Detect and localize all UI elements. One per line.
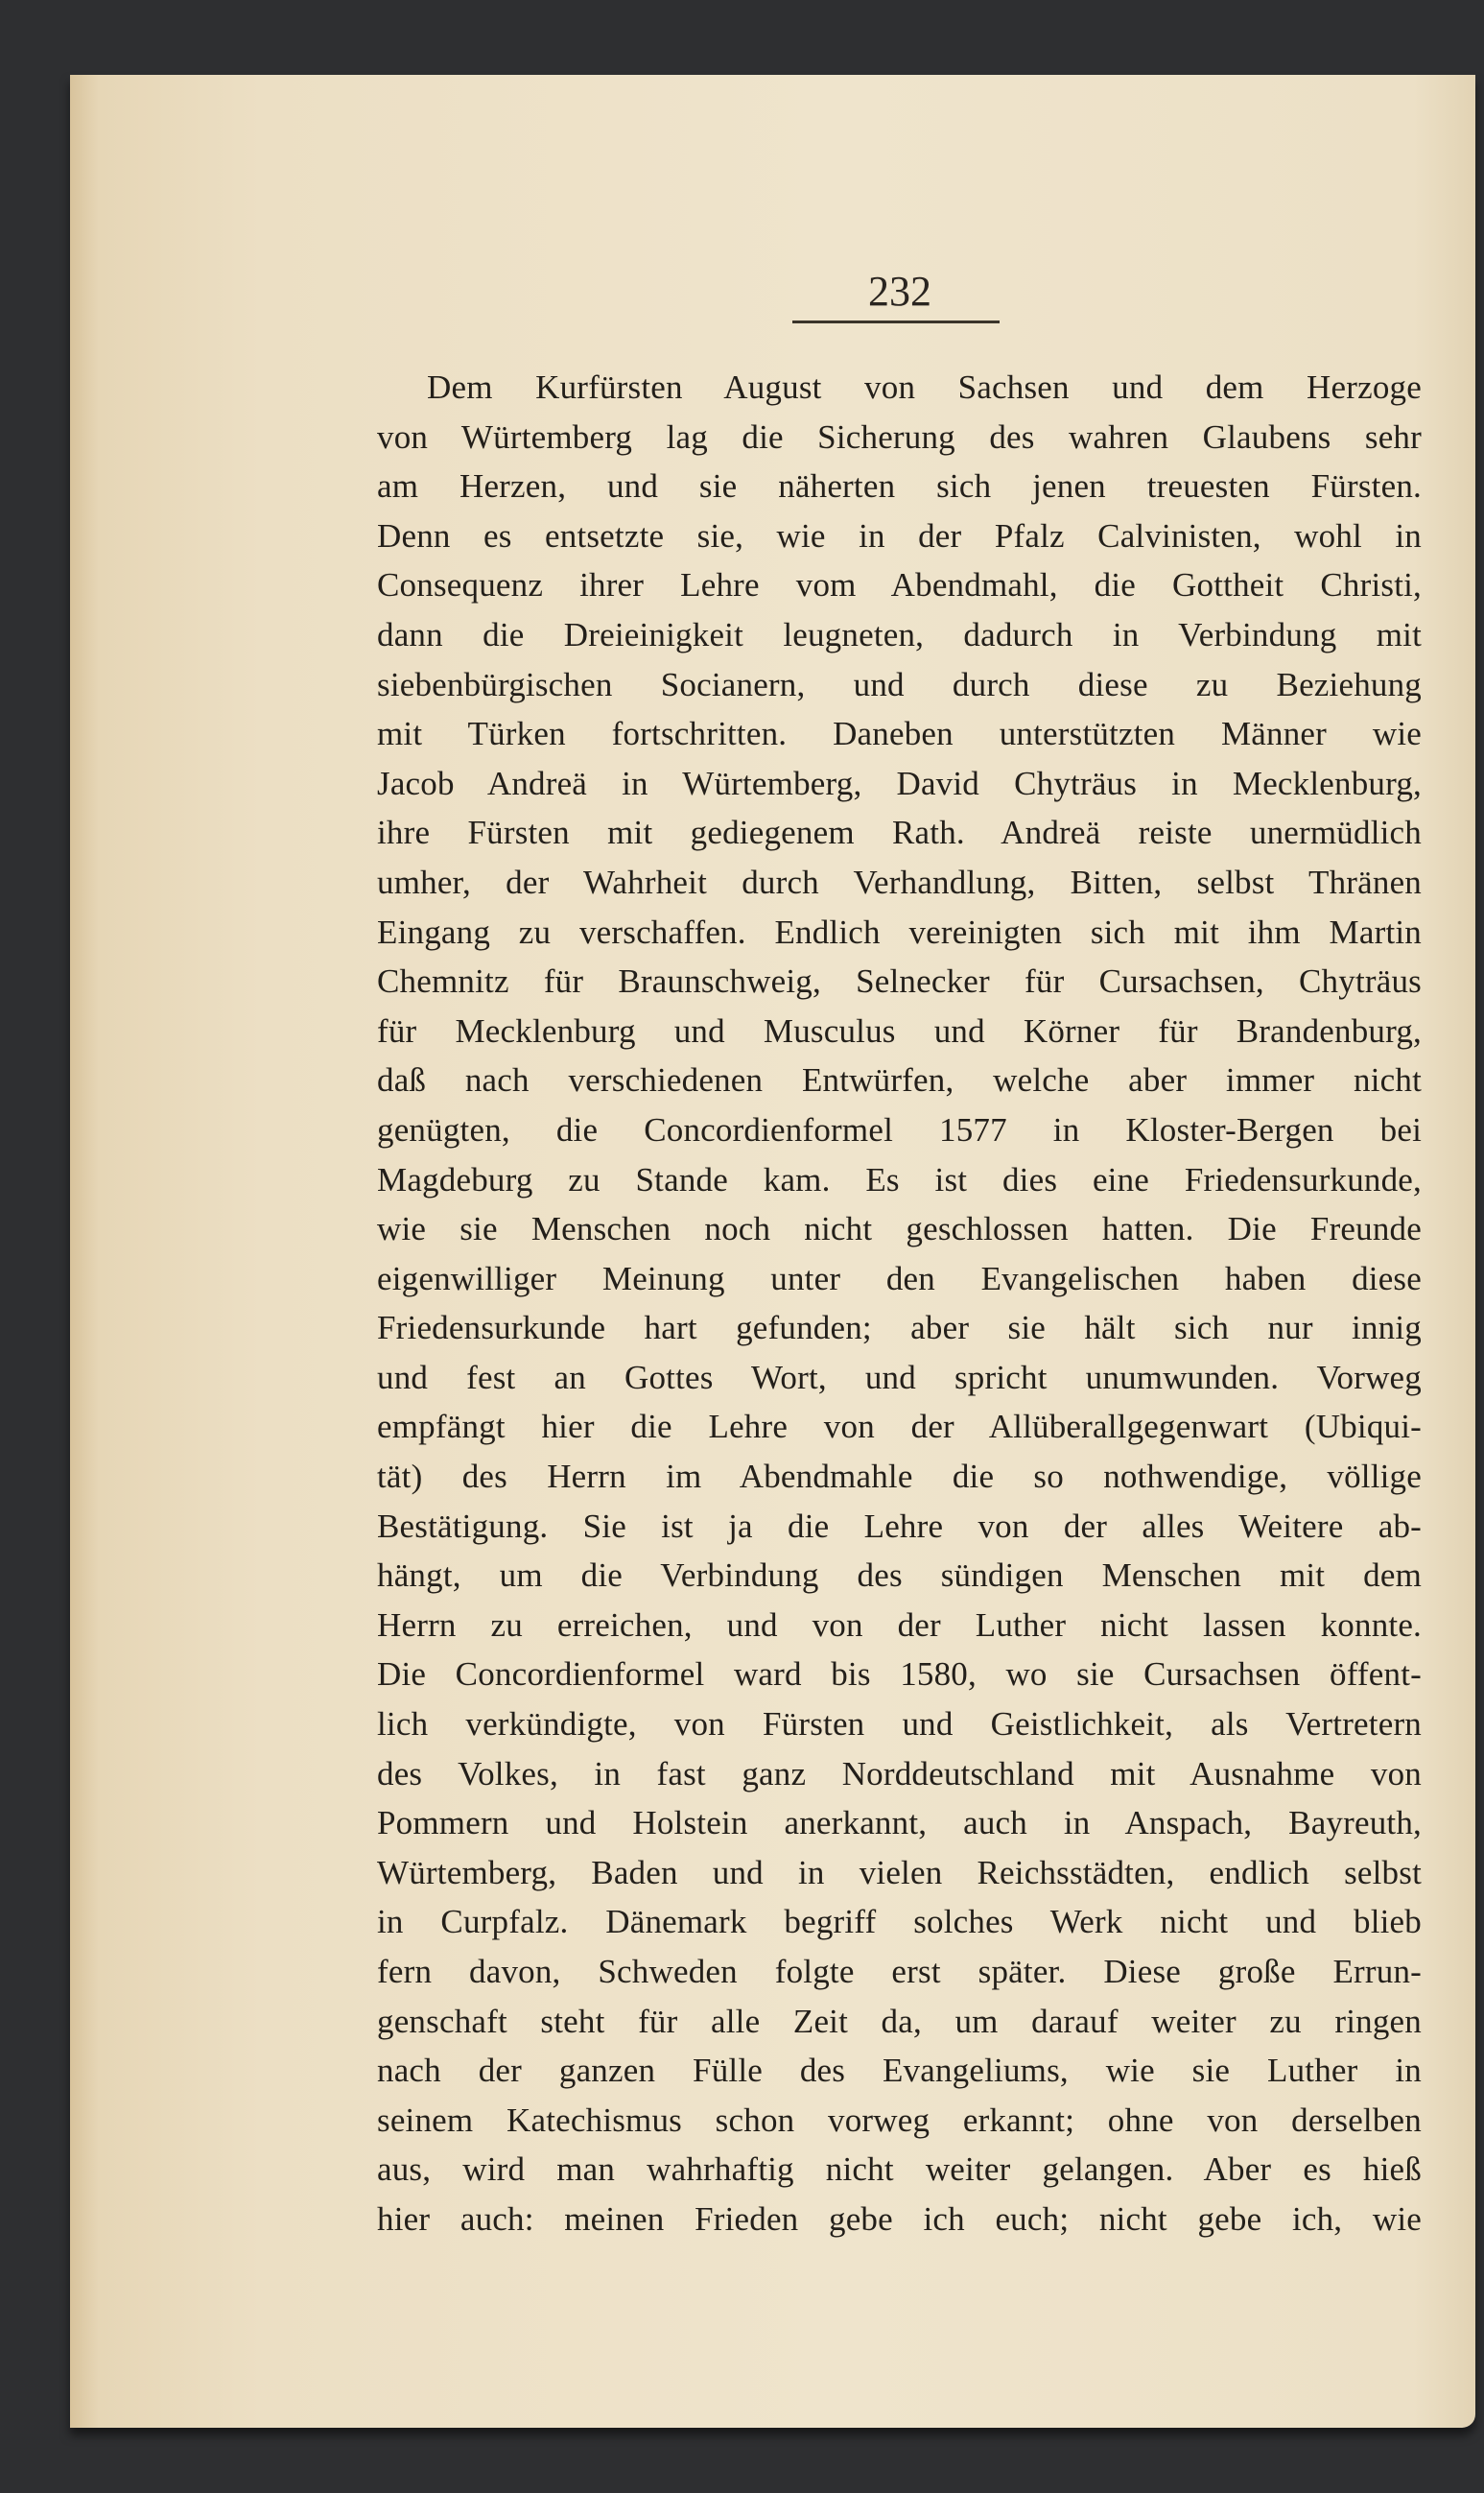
- text-line: daß nach verschiedenen Entwürfen, welche aber immer nicht: [377, 1061, 1422, 1100]
- text-line: umher, der Wahrheit durch Verhandlung, Bitten, selbst Thränen: [377, 863, 1422, 901]
- text-line: eigenwilliger Meinung unter den Evangelischen haben diese: [377, 1259, 1422, 1297]
- text-line: am Herzen, und sie näherten sich jenen treuesten Fürsten.: [377, 467, 1422, 506]
- text-line: Pommern und Holstein anerkannt, auch in Anspach, Bayreuth,: [377, 1804, 1422, 1842]
- text-line: Bestätigung. Sie ist ja die Lehre von der alles Weitere ab-: [377, 1507, 1422, 1545]
- text-line: von Würtemberg lag die Sicherung des wahren Glaubens sehr: [377, 417, 1422, 456]
- text-line: Würtemberg, Baden und in vielen Reichsstädten, endlich selbst: [377, 1853, 1422, 1891]
- text-line: empfängt hier die Lehre von der Allüberallgegenwart (Ubiqui-: [377, 1408, 1422, 1446]
- text-line: Chemnitz für Braunschweig, Selnecker für Cursachsen, Chyträus: [377, 962, 1422, 1001]
- text-line: Friedensurkunde hart gefunden; aber sie hält sich nur innig: [377, 1309, 1422, 1347]
- text-line: Denn es entsetzte sie, wie in der Pfalz Calvinisten, wohl in: [377, 516, 1422, 555]
- text-line: für Mecklenburg und Musculus und Körner für Brandenburg,: [377, 1011, 1422, 1050]
- text-line: Herrn zu erreichen, und von der Luther nicht lassen konnte.: [377, 1605, 1422, 1644]
- text-line: dann die Dreieinigkeit leugneten, dadurch in Verbindung mit: [377, 615, 1422, 653]
- book-page: [70, 75, 1475, 2428]
- text-line: tät) des Herrn im Abendmahle die so nothwendige, völlige: [377, 1458, 1422, 1496]
- header-rule: [792, 321, 1000, 323]
- text-line: fern davon, Schweden folgte erst später. Diese große Errun-: [377, 1953, 1422, 1990]
- text-line: Magdeburg zu Stande kam. Es ist dies eine Friedensurkunde,: [377, 1160, 1422, 1199]
- text-line: hier auch: meinen Frieden gebe ich euch; nicht gebe ich, wie: [377, 2199, 1422, 2238]
- text-line: des Volkes, in fast ganz Norddeutschland mit Ausnahme von: [377, 1754, 1422, 1793]
- text-line: genschaft steht für alle Zeit da, um darauf weiter zu ringen: [377, 2002, 1422, 2040]
- text-line: mit Türken fortschritten. Daneben unterstützten Männer wie: [377, 715, 1422, 753]
- text-line: Dem Kurfürsten August von Sachsen und dem Herzoge: [427, 368, 1422, 406]
- text-line: Consequenz ihrer Lehre vom Abendmahl, die Gottheit Christi,: [377, 566, 1422, 605]
- text-line: Jacob Andreä in Würtemberg, David Chyträus in Mecklenburg,: [377, 764, 1422, 802]
- text-line: genügten, die Concordienformel 1577 in Kloster-Bergen bei: [377, 1110, 1422, 1149]
- text-line: in Curpfalz. Dänemark begriff solches Werk nicht und blieb: [377, 1903, 1422, 1941]
- text-line: hängt, um die Verbindung des sündigen Menschen mit dem: [377, 1556, 1422, 1595]
- text-line: siebenbürgischen Socianern, und durch diese zu Beziehung: [377, 665, 1422, 703]
- text-line: ihre Fürsten mit gediegenem Rath. Andreä reiste unermüdlich: [377, 814, 1422, 852]
- text-line: Eingang zu verschaffen. Endlich vereinigten sich mit ihm Martin: [377, 913, 1422, 951]
- text-line: seinem Katechismus schon vorweg erkannt; ohne von derselben: [377, 2101, 1422, 2139]
- text-line: und fest an Gottes Wort, und spricht unumwunden. Vorweg: [377, 1358, 1422, 1396]
- text-line: nach der ganzen Fülle des Evangeliums, wie sie Luther in: [377, 2052, 1422, 2090]
- text-line: wie sie Menschen noch nicht geschlossen hatten. Die Freunde: [377, 1210, 1422, 1248]
- text-line: lich verkündigte, von Fürsten und Geistlichkeit, als Vertretern: [377, 1705, 1422, 1744]
- text-line: Die Concordienformel ward bis 1580, wo sie Cursachsen öffent-: [377, 1655, 1422, 1694]
- text-line: aus, wird man wahrhaftig nicht weiter gelangen. Aber es hieß: [377, 2150, 1422, 2189]
- page-number: 232: [868, 268, 931, 315]
- body-text: [377, 363, 1422, 2244]
